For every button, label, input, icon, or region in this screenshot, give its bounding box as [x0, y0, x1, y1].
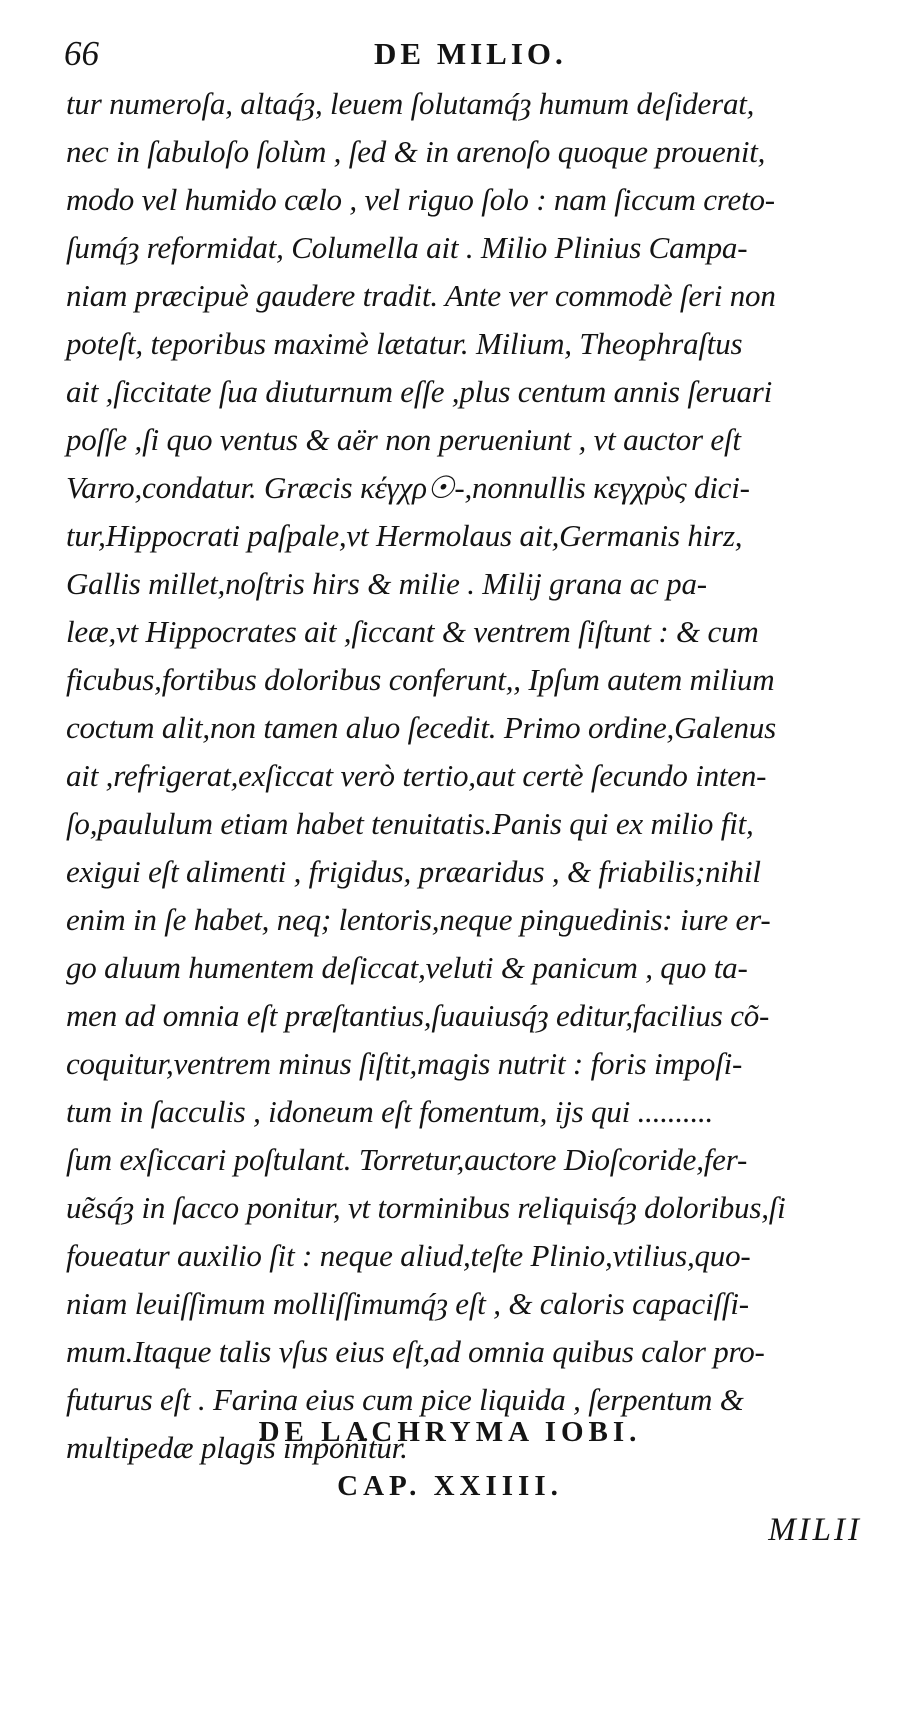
text-line: Varro,condatur. Græcis κέγχρ☉-,nonnullis κεγχρὺς dici-	[66, 470, 750, 505]
text-line: ficubus,fortibus doloribus conferunt,, Ipſum autem milium	[66, 662, 775, 697]
text-line: nec in ſabuloſo ſolùm , ſed & in arenoſo quoque prouenit,	[66, 134, 766, 169]
text-line: enim in ſe habet, neq; lentoris,neque pinguedinis: iure er-	[66, 902, 771, 937]
text-line: futurus eſt . Farina eius cum pice liquida , ſerpentum &	[66, 1382, 744, 1417]
body-text	[66, 80, 856, 1472]
text-line: ait ,refrigerat,exſiccat verò tertio,aut certè ſecundo inten-	[66, 758, 767, 793]
text-line: poſſe ,ſi quo ventus & aër non perueniunt , vt auctor eſt	[66, 422, 741, 457]
text-line: coctum alit,non tamen aluo ſecedit. Primo ordine,Galenus	[66, 710, 777, 745]
text-line: uẽsq́ȝ in ſacco ponitur, vt torminibus reliquisq́ȝ doloribus,ſi	[66, 1190, 786, 1225]
text-line: foueatur auxilio ſit : neque aliud,teſte Plinio,vtilius,quo-	[66, 1238, 751, 1273]
text-line: ait ,ſiccitate ſua diuturnum eſſe ,plus centum annis ſeruari	[66, 374, 773, 409]
text-line: ſum exſiccari poſtulant. Torretur,auctore Dioſcoride,fer-	[66, 1142, 748, 1177]
text-line: multipedæ plagis imponitur.	[66, 1430, 408, 1465]
text-line: exigui eſt alimenti , frigidus, præaridus , & friabilis;nihil	[66, 854, 761, 889]
page-number: 66	[64, 34, 99, 73]
text-line: leæ,vt Hippocrates ait ,ſiccant & ventrem ſiſtunt : & cum	[66, 614, 759, 649]
text-line: coquitur,ventrem minus ſiſtit,magis nutrit : foris impoſi-	[66, 1046, 743, 1081]
text-line: go aluum humentem deſiccat,veluti & panicum , quo ta-	[66, 950, 748, 985]
text-line: Gallis millet,noſtris hirs & milie . Milij grana ac pa-	[66, 566, 707, 601]
text-line: tum in ſacculis , idoneum eſt fomentum, ijs qui ..........	[66, 1094, 714, 1129]
chapter-title: DE LACHRYMA IOBI.	[258, 1416, 642, 1448]
text-line: tur numeroſa, altaq́ȝ, leuem ſolutamq́ȝ humum deſiderat,	[66, 86, 755, 121]
page-header	[64, 32, 844, 76]
text-line: men ad omnia eſt præſtantius,ſuauiusq́ȝ editur,facilius cõ-	[66, 998, 770, 1033]
chapter-number: CAP. XXIIII.	[337, 1470, 563, 1502]
text-line: modo vel humido cælo , vel riguo ſolo : nam ſiccum creto-	[66, 182, 775, 217]
catchword: MILII	[768, 1512, 862, 1548]
text-line: tur,Hippocrati paſpale,vt Hermolaus ait,Germanis hirz,	[66, 518, 743, 553]
text-line: niam præcipuè gaudere tradit. Ante ver commodè ſeri non	[66, 278, 776, 313]
text-line: mum.Itaque talis vſus eius eſt,ad omnia quibus calor pro-	[66, 1334, 765, 1369]
text-line: ſumq́ȝ reformidat, Columella ait . Milio Plinius Campa-	[66, 230, 748, 265]
text-line: ſo,paululum etiam habet tenuitatis.Panis qui ex milio fit,	[66, 806, 754, 841]
text-line: poteſt, teporibus maximè lætatur. Milium, Theophraſtus	[66, 326, 743, 361]
text-line: niam leuiſſimum molliſſimumq́ȝ eſt , & caloris capaciſſi-	[66, 1286, 749, 1321]
running-head: DE MILIO.	[374, 36, 567, 71]
